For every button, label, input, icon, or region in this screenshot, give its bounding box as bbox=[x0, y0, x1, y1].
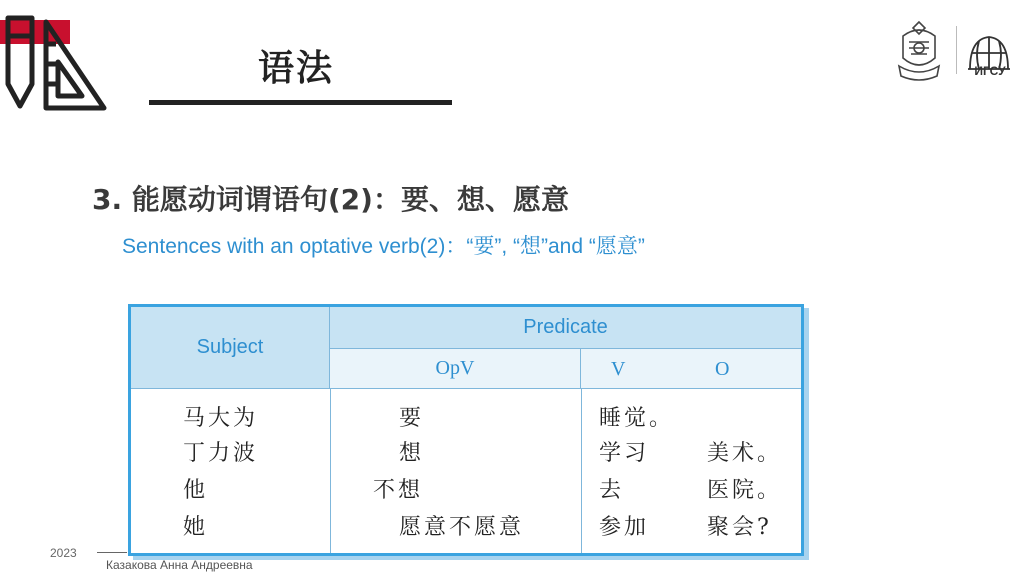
row-opv: 想 bbox=[399, 441, 425, 466]
grammar-table bbox=[128, 304, 804, 556]
lesson-subheading: Sentences with an optative verb(2)：“要”, “想”and “愿意” bbox=[122, 235, 645, 258]
row-opv: 不想 bbox=[373, 478, 424, 503]
row-opv: 要 bbox=[399, 406, 425, 431]
row-verb: 参加 bbox=[599, 515, 650, 540]
column-divider bbox=[581, 389, 582, 553]
header-v: V bbox=[611, 358, 626, 380]
title-underline bbox=[149, 100, 452, 105]
column-divider bbox=[330, 389, 331, 553]
footer-year: 2023 bbox=[50, 546, 77, 560]
row-object: 美术。 bbox=[707, 441, 783, 466]
row-verb: 学习 bbox=[599, 441, 650, 466]
header-v-o bbox=[581, 349, 801, 389]
row-verb: 去 bbox=[599, 478, 625, 503]
row-object: 聚会? bbox=[707, 515, 772, 540]
row-subject: 他 bbox=[183, 478, 209, 503]
header-o: O bbox=[715, 358, 730, 380]
logo-divider bbox=[956, 26, 957, 74]
row-subject: 丁力波 bbox=[183, 441, 259, 466]
row-verb: 睡觉。 bbox=[599, 406, 675, 431]
lesson-heading: 3. 能愿动词谓语句(2)：要、想、愿意 bbox=[92, 183, 569, 216]
footer-author: Казакова Анна Андреевна bbox=[106, 558, 253, 572]
footer-divider bbox=[97, 552, 127, 553]
ruler-pencil-icon bbox=[0, 14, 108, 114]
row-subject: 她 bbox=[183, 515, 209, 540]
university-emblem-icon bbox=[893, 16, 945, 86]
row-object: 医院。 bbox=[707, 478, 783, 503]
university-name: ИГСУ bbox=[974, 64, 1006, 78]
row-opv: 愿意不愿意 bbox=[399, 515, 525, 540]
header-predicate: Predicate bbox=[330, 307, 801, 349]
row-subject: 马大为 bbox=[183, 406, 259, 431]
slide-title: 语法 bbox=[258, 48, 335, 89]
header-opv: OpV bbox=[330, 349, 581, 389]
header-subject: Subject bbox=[131, 307, 330, 389]
